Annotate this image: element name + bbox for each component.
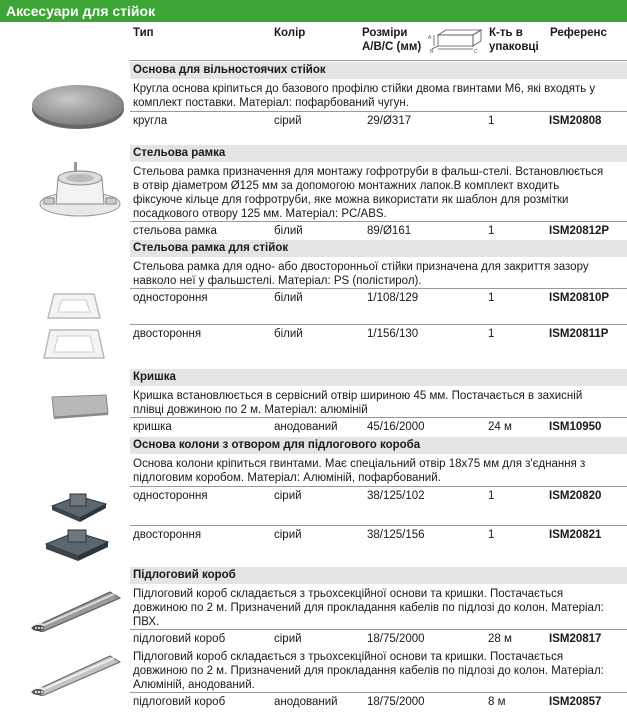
divider xyxy=(130,525,627,526)
table-row: одностороння сірий 38/125/102 1 ISM20820 xyxy=(133,490,602,502)
section-title: Стельова рамка для стійок xyxy=(130,240,627,257)
table-row: кругла сірий 29/Ø317 1 ISM20808 xyxy=(133,115,602,127)
divider xyxy=(130,417,627,418)
section-description: Кришка встановлюється в сервісний отвір шириною 45 мм. Постачається в захисній плівці довжиною по 2 м. Матеріал: алюміній xyxy=(133,390,583,416)
double-frame-image xyxy=(42,326,106,362)
divider xyxy=(130,288,627,289)
dimension-box-icon xyxy=(428,27,490,53)
table-row: підлоговий короб сірий 18/75/2000 28 м ISM20817 xyxy=(133,633,602,645)
section-description: Основа колони кріпиться гвинтами. Має спеціальний отвір 18x75 мм для з'єднання з підлоговим коробом. Матеріал: Алюміній, пофарбований. xyxy=(133,458,586,484)
divider xyxy=(130,324,627,325)
single-frame-image xyxy=(44,290,104,322)
header-qty: К-ть в упаковці xyxy=(489,27,539,53)
divider xyxy=(130,629,627,630)
column-base-double-image xyxy=(42,526,112,562)
divider xyxy=(130,692,627,693)
table-row: одностороння білий 1/108/129 1 ISM20810P xyxy=(133,292,610,304)
table-row: двостороння сірий 38/125/156 1 ISM20821 xyxy=(133,529,602,541)
floor-duct-aluminium-image xyxy=(30,652,122,696)
svg-text:C: C xyxy=(474,49,478,53)
section-description: Стельова рамка призначення для монтажу гофротруби в фальш-стелі. Встановлюється в отвір діаметром Ø125 мм за допомогою монтажних лапок.В комплект входить фіксуюче кільце для гофротруби, яке можна використати як шаблон для розмітки посадкового отвору 125 мм. Матеріал: PC/ABS. xyxy=(133,166,604,220)
header-color: Колір xyxy=(274,27,306,39)
header-type: Тип xyxy=(133,27,154,39)
divider xyxy=(130,486,627,487)
table-row: стельова рамка білий 89/Ø161 1 ISM20812P xyxy=(133,225,610,237)
header-divider xyxy=(130,60,627,61)
section-description: Підлоговий короб складається з трьохсекційної основи та кришки. Постачається довжиною по 2 м. Призначений для прокладання кабелів по підлозі до колон. Матеріал: ПВХ. xyxy=(133,588,604,628)
round-base-image xyxy=(30,82,126,132)
section-title: Основа для вільностоячих стійок xyxy=(130,62,627,79)
header-size: Розміри A/B/C (мм) xyxy=(362,27,422,53)
table-row: підлоговий короб анодований 18/75/2000 8 м ISM20857 xyxy=(133,696,602,708)
section-title: Кришка xyxy=(130,369,627,386)
svg-text:A: A xyxy=(428,35,432,41)
divider xyxy=(130,221,627,222)
section-title: Підлоговий короб xyxy=(130,567,627,584)
floor-duct-pvc-image xyxy=(30,588,122,632)
cover-strip-image xyxy=(50,393,110,419)
svg-text:B: B xyxy=(430,49,434,53)
ceiling-frame-image xyxy=(36,160,124,224)
page-title: Аксесуари для стійок xyxy=(0,0,627,22)
table-row: двостороння білий 1/156/130 1 ISM20811P xyxy=(133,328,609,340)
divider xyxy=(130,111,627,112)
section-description: Підлоговий короб складається з трьохсекційної основи та кришки. Постачається довжиною по 2 м. Призначений для прокладання кабелів по підлозі до колон. Матеріал: Алюміній, анодований. xyxy=(133,651,604,691)
section-description: Стельова рамка для одно- або двосторонньої стійки призначена для закриття зазору навколо неї у фальшстелі. Матеріал: PS (полістирол). xyxy=(133,261,589,287)
table-row: кришка анодований 45/16/2000 24 м ISM10950 xyxy=(133,421,602,433)
section-description: Кругла основа кріпиться до базового профілю стійки двома гвинтами M6, які входять у комплект поставки. Матеріал: пофарбований чугун. xyxy=(133,83,596,109)
header-ref: Референс xyxy=(550,27,607,39)
section-title: Стельова рамка xyxy=(130,145,627,162)
section-title: Основа колони з отвором для підлогового короба xyxy=(130,437,627,454)
column-base-single-image xyxy=(48,488,110,522)
